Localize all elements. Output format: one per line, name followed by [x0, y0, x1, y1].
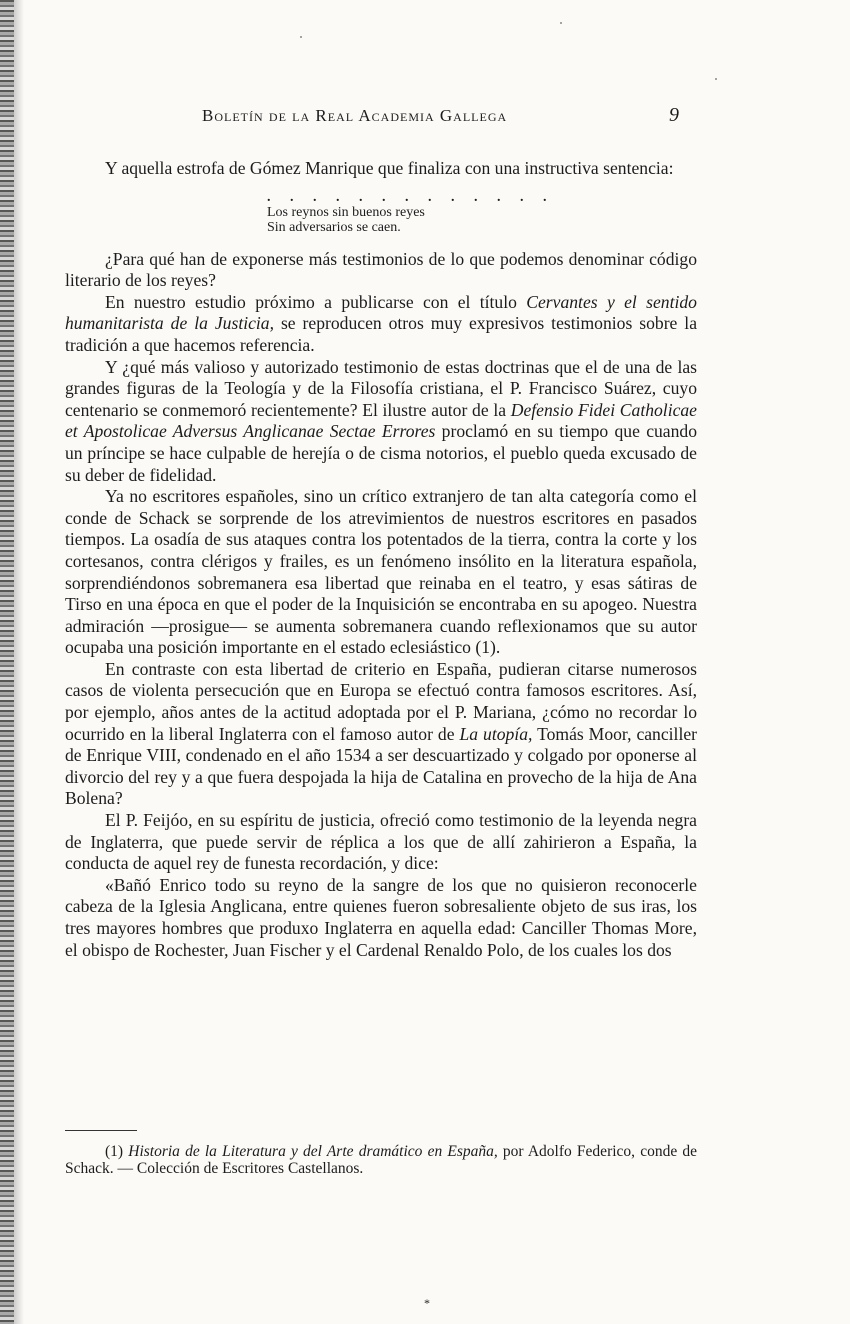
paragraph-3 — [65, 292, 697, 357]
footnote — [65, 1143, 697, 1177]
print-speck — [300, 36, 302, 38]
paragraph-6-text-c: Tomás Moor, canciller de Enrique VIII, condenado en el año 1534 a ser descuartizado y colgado por oponerse al divorcio del rey y a que fuera despojada la hija de Catalina en provecho de la hija de Ana Bolena? — [65, 723, 697, 809]
paragraph-7: El P. Feijóo, en su espíritu de justicia, ofreció como testimonio de la leyenda negra de Inglaterra, que puede servir de réplica a los que de allí zahirieron a España, la conducta de aquel rey de funesta recordación, y dice: — [65, 810, 697, 874]
verse-ellipsis: . . . . . . . . . . . . . — [267, 189, 555, 205]
footnote-work-title: Historia de la Literatura y del Arte dramático en España, — [128, 1143, 498, 1160]
binding-shadow — [14, 0, 24, 1324]
paragraph-4 — [65, 357, 697, 487]
paragraph-3-text-a: En nuestro estudio próximo a publicarse con el título — [105, 291, 527, 312]
footnote-rest: por Adolfo Federico, conde de Schack. — Colección de Escritores Castellanos. — [65, 1143, 697, 1177]
page-number: 9 — [669, 104, 680, 126]
paragraph-3-text-c: se reproducen otros muy expresivos testimonios sobre la tradición a que hacemos referencia. — [65, 313, 698, 355]
footnote-rule — [65, 1130, 137, 1131]
print-speck — [715, 78, 717, 80]
footnote-number: (1) — [105, 1143, 124, 1160]
paragraph-1: Y aquella estrofa de Gómez Manrique que finaliza con una instructiva sentencia: — [105, 158, 674, 178]
work-title-defensio: Defensio Fidei Catholicae et Apostolicae Adversus Anglicanae Sectae Errores — [65, 399, 697, 442]
paragraph-8: «Bañó Enrico todo su reyno de la sangre de los que no quisieron reconocerle cabeza de la Iglesia Anglicana, entre quienes fueron sobresaliente objeto de sus iras, los tres mayores hombres que produxo Inglaterra en aquella edad: Canciller Thomas More, el obispo de Rochester, Juan Fischer y el Cardenal Renaldo Polo, de los cuales los dos — [65, 874, 697, 960]
bottom-mark: * — [424, 1296, 430, 1310]
verse-quote — [267, 190, 697, 235]
main-text — [65, 158, 697, 961]
paragraph-4-text-a: Y ¿qué más valioso y autorizado testimonio de estas doctrinas que el de una de las grandes figuras de la Teología y de la Filosofía cristiana, el P. Francisco Suárez, cuyo centenario se conmemoró recientemente? El ilustre autor de la — [65, 356, 697, 420]
paragraph-4-text-c: proclamó en su tiempo que cuando un príncipe se hace culpable de herejía o de cisma notorios, el pueblo queda excusado de su deber de fidelidad. — [65, 421, 698, 485]
work-title-utopia: La utopía, — [459, 723, 533, 744]
paragraph-2: ¿Para qué han de exponerse más testimonios de lo que podemos denominar código literario de los reyes? — [65, 248, 697, 291]
verse-line-1: Los reynos sin buenos reyes — [267, 204, 425, 220]
running-head-title: Boletín de la Real Academia Gallega — [202, 106, 508, 125]
print-speck — [560, 22, 562, 24]
running-header — [202, 104, 680, 132]
work-title-cervantes: Cervantes y el sentido humanitarista de la Justicia, — [65, 291, 697, 334]
paragraph-6 — [65, 659, 697, 810]
footnote-text — [65, 1143, 697, 1177]
page-binding-edge — [0, 0, 14, 1324]
verse-line-2: Sin adversarios se caen. — [267, 219, 401, 235]
paragraph-5: Ya no escritores españoles, sino un crítico extranjero de tan alta categoría como el conde de Schack se sorprende de los atrevimientos de nuestros escritores en pasados tiempos. La osadía de sus ataques contra los potentados de la tierra, contra la corte y los cortesanos, contra clérigos y frailes, es un fenómeno insólito en la literatura española, sorprendiéndonos sobremanera esa libertad que reinaba en el teatro, y esas sátiras de Tirso en una época en que el poder de la Inquisición se encontraba en su apogeo. Nuestra admiración —prosigue— se aumenta sobremanera cuando reflexionamos que su autor ocupaba una posición importante en el estado eclesiástico (1). — [65, 486, 697, 658]
paragraph-6-text-a: En contraste con esta libertad de criterio en España, pudieran citarse numerosos casos de violenta persecución que en Europa se efectuó contra famosos escritores. Así, por ejemplo, años antes de la actitud adoptada por el P. Mariana, ¿cómo no recordar lo ocurrido en la liberal Inglaterra con el famoso autor de — [65, 658, 697, 744]
